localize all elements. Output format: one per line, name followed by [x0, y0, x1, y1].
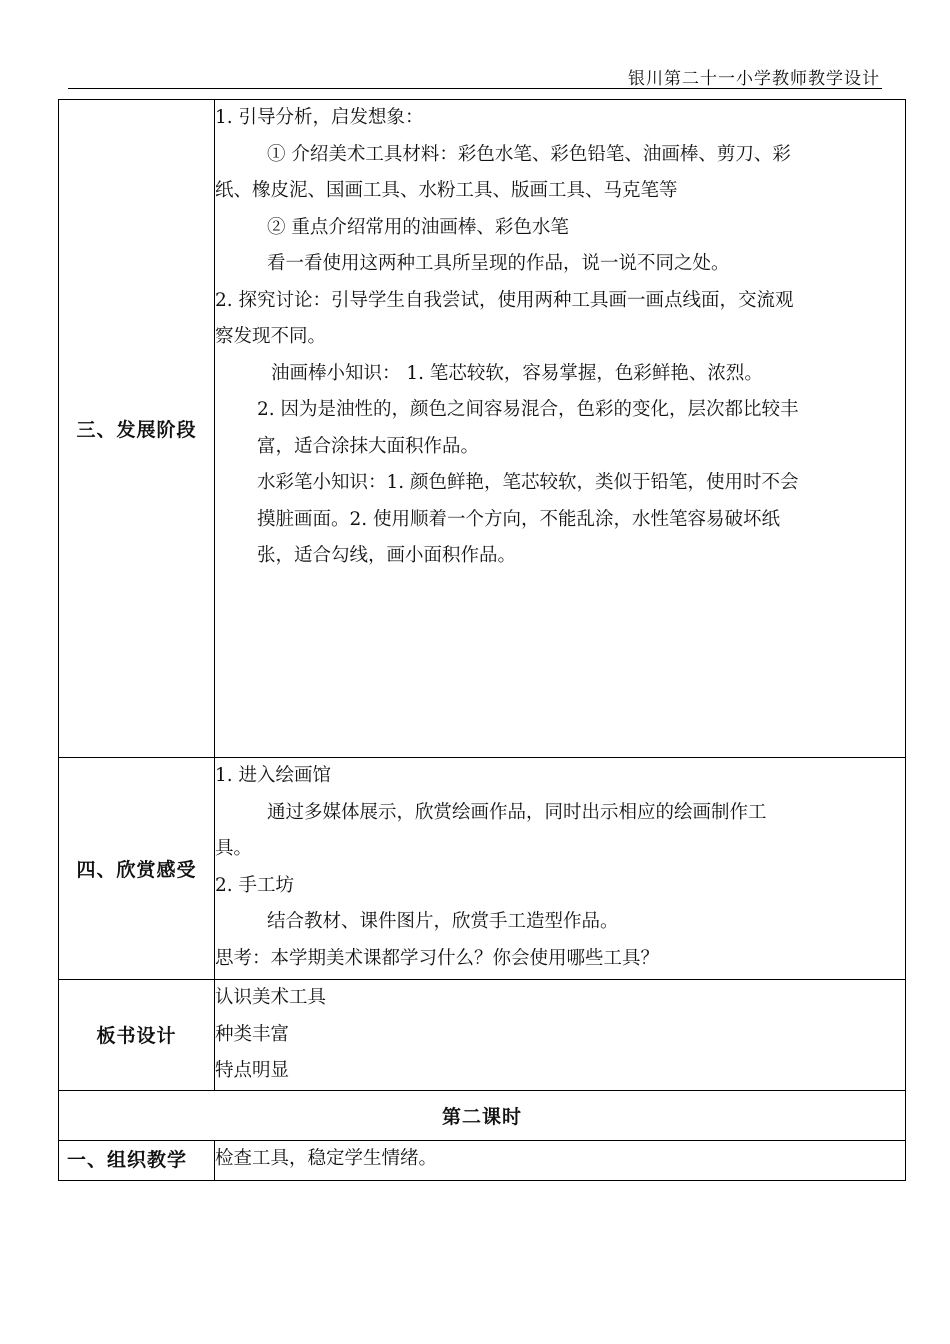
line: 1. 进入绘画馆 [215, 765, 332, 786]
row-lesson2-title [59, 1090, 906, 1140]
line: 思考：本学期美术课都学习什么？你会使用哪些工具？ [215, 947, 660, 969]
line: 2. 手工坊 [215, 874, 295, 896]
line: ② 重点介绍常用的油画棒、彩色水笔 [267, 216, 569, 238]
row-develop-stage [59, 100, 906, 758]
line: 察发现不同。 [215, 326, 327, 347]
line: 看一看使用这两种工具所呈现的作品，说一说不同之处。 [267, 253, 730, 274]
content-appreciate [215, 758, 906, 980]
line: 油画棒小知识： 1. 笔芯较软，容易掌握，色彩鲜艳、浓烈。 [271, 362, 763, 384]
row-organize [59, 1140, 906, 1180]
line: 2. 因为是油性的，颜色之间容易混合，色彩的变化，层次都比较丰 [257, 399, 799, 420]
line: 特点明显 [215, 1060, 290, 1081]
label-develop-stage: 三、发展阶段 [59, 100, 215, 758]
row-board-design [59, 980, 906, 1091]
content-develop-stage [215, 100, 906, 758]
page-header [68, 62, 882, 89]
line: 摸脏画面。2. 使用顺着一个方向，不能乱涂，水性笔容易破坏纸 [257, 508, 781, 530]
line: 具。 [215, 838, 253, 859]
line: 结合教材、课件图片，欣赏手工造型作品。 [267, 911, 619, 932]
content-organize: 检查工具，稳定学生情绪。 [215, 1140, 906, 1180]
line: 2. 探究讨论：引导学生自我尝试，使用两种工具画一画点线面，交流观 [215, 289, 794, 311]
line: 认识美术工具 [215, 987, 327, 1008]
row-appreciate [59, 758, 906, 980]
line: ① 介绍美术工具材料：彩色水笔、彩色铅笔、油画棒、剪刀、彩 [267, 143, 791, 165]
line: 张，适合勾线，画小面积作品。 [257, 545, 517, 566]
line: 通过多媒体展示，欣赏绘画作品，同时出示相应的绘画制作工 [267, 801, 767, 823]
line: 种类丰富 [215, 1023, 290, 1045]
label-board-design: 板书设计 [59, 980, 215, 1091]
line: 富，适合涂抹大面积作品。 [257, 435, 480, 457]
content-board-design [215, 980, 906, 1091]
line: 1. 引导分析，启发想象： [215, 107, 424, 128]
line: 纸、橡皮泥、国画工具、水粉工具、版画工具、马克笔等 [215, 180, 678, 201]
label-organize: 一、组织教学 [59, 1140, 215, 1180]
lesson-plan-table [58, 99, 906, 1181]
school-header-title: 银川第二十一小学教师教学设计 [628, 69, 880, 89]
label-appreciate: 四、欣赏感受 [59, 758, 215, 980]
line: 水彩笔小知识：1. 颜色鲜艳，笔芯较软，类似于铅笔，使用时不会 [257, 472, 799, 493]
lesson2-title: 第二课时 [59, 1090, 906, 1140]
